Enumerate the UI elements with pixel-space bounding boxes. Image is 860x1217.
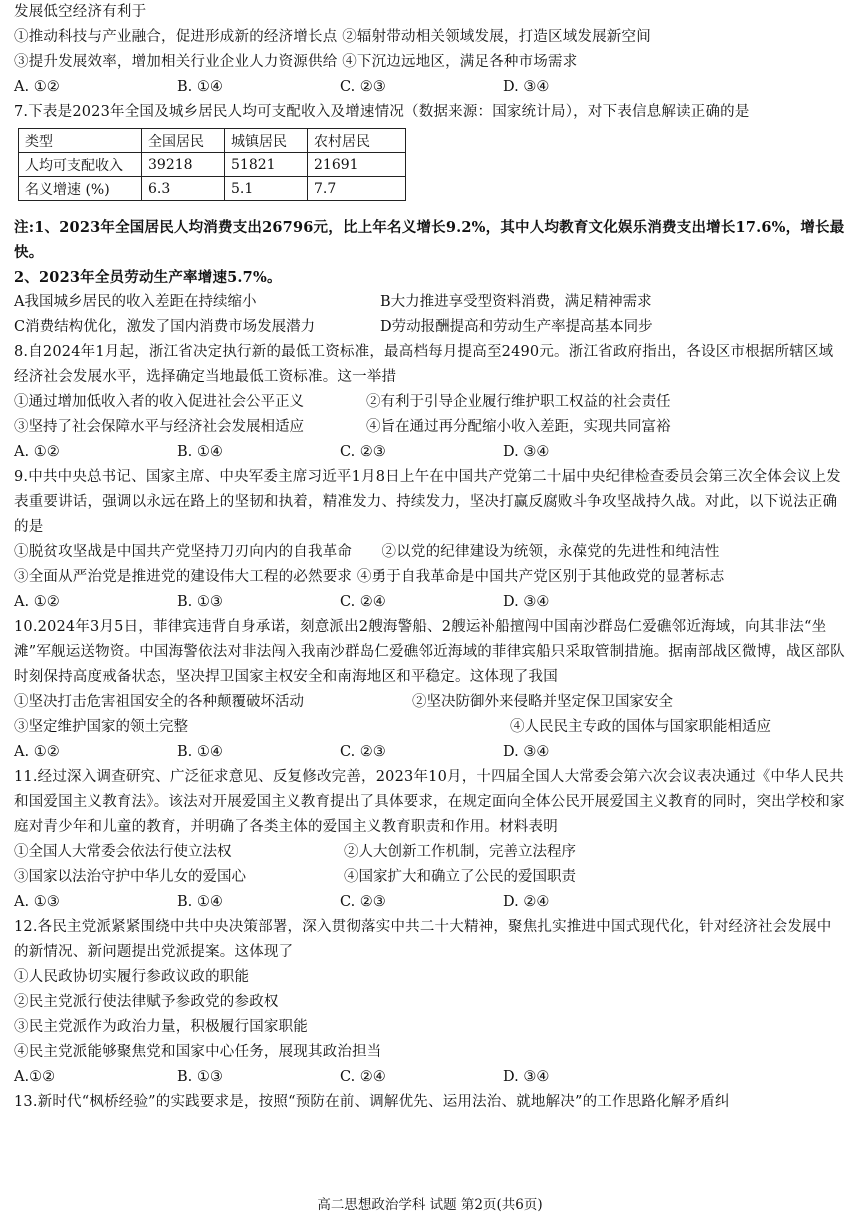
q10-option-a: A. ①② xyxy=(14,744,60,760)
q12-statement-4: ④民主党派能够聚焦党和国家中心任务，展现其政治担当 xyxy=(14,1044,382,1060)
q10-statements-1-2 xyxy=(14,690,846,715)
page-footer: 高二思想政治学科 试题 第2页(共6页) xyxy=(317,1197,543,1213)
q12-options xyxy=(14,1065,846,1090)
q8-option-d: D. ③④ xyxy=(503,444,550,460)
q10-statement-3: ③坚定维护国家的领土完整 xyxy=(14,719,188,735)
q12-option-a: A.①② xyxy=(14,1069,56,1085)
q11-statement-4: ④国家扩大和确立了公民的爱国职责 xyxy=(344,869,576,885)
q6-statement-3-4: ③提升发展效率，增加相关行业企业人力资源供给 ④下沉边远地区，满足各种市场需求 xyxy=(14,54,578,70)
q8-stem: 8.自2024年1月起，浙江省决定执行新的最低工资标准，最高档每月提高至2490元。浙江省政府指出，各设区市根据所辖区域经济社会发展水平，选择确定当地最低工资标准。这一举措 xyxy=(14,344,834,385)
table-row xyxy=(19,153,406,177)
q8-option-a: A. ①② xyxy=(14,444,60,460)
q8-statements-1-2 xyxy=(14,390,846,415)
q9-stem: 9.中共中央总书记、国家主席、中央军委主席习近平1月8日上午在中国共产党第二十届中央纪律检查委员会第三次全体会议上发表重要讲话，强调以永远在路上的坚韧和执着，精准发力、持续发力，坚决打赢反腐败斗争攻坚战持久战。对此，以下说法正确的是 xyxy=(14,469,841,535)
q8-option-b: B. ①④ xyxy=(177,444,223,460)
q8-options xyxy=(14,440,846,465)
q7-note-2: 2、2023年全员劳动生产率增速5.7%。 xyxy=(14,269,282,286)
table-cell: 39218 xyxy=(142,153,225,177)
table-cell: 21691 xyxy=(308,153,406,177)
q11-stem: 11.经过深入调查研究、广泛征求意见、反复修改完善，2023年10月，十四届全国人大常委会第六次会议表决通过《中华人民共和国爱国主义教育法》。该法对开展爱国主义教育提出了具体要求，在规定面向全体公民开展爱国主义教育的同时，突出学校和家庭对青少年和儿童的教育，并明确了各类主体的爱国主义教育职责和作用。材料表明 xyxy=(14,769,845,835)
q9-statements-3-4: ③全面从严治党是推进党的建设伟大工程的必然要求 ④勇于自我革命是中国共产党区别于其他政党的显著标志 xyxy=(14,569,725,585)
table-header-cell: 农村居民 xyxy=(308,129,406,153)
table-cell: 7.7 xyxy=(308,177,406,201)
q9-option-c: C. ②④ xyxy=(340,594,386,610)
q10-stem: 10.2024年3月5日，菲律宾违背自身承诺，刻意派出2艘海警船、2艘运补船擅闯中国南沙群岛仁爱礁邻近海域，向其非法“坐滩”军舰运送物资。中国海警依法对非法闯入我南沙群岛仁爱礁邻近海域的菲律宾船只采取管制措施。据南部战区微博，战区部队时刻保持高度戒备状态，坚决捍卫国家主权安全和南海地区和平稳定。这体现了我国 xyxy=(14,619,845,685)
table-cell: 人均可支配收入 xyxy=(19,153,142,177)
q10-statement-4: ④人民民主专政的国体与国家职能相适应 xyxy=(510,719,771,735)
q12-stem: 12.各民主党派紧紧围绕中共中央决策部署，深入贯彻落实中共二十大精神，聚焦扎实推进中国式现代化，针对经济社会发展中的新情况、新问题提出党派提案。这体现了 xyxy=(14,919,832,960)
q7-income-table xyxy=(18,128,406,201)
q8-option-c: C. ②③ xyxy=(340,444,386,460)
q11-options xyxy=(14,890,846,915)
q10-option-d: D. ③④ xyxy=(503,744,550,760)
table-cell: 名义增速 (%) xyxy=(19,177,142,201)
q7-options-ab xyxy=(14,290,846,315)
q6-statement-1-2: ①推动科技与产业融合，促进形成新的经济增长点 ②辐射带动相关领域发展，打造区域发展新空间 xyxy=(14,29,651,45)
q9-option-d: D. ③④ xyxy=(503,594,550,610)
q7-option-c: C消费结构优化，激发了国内消费市场发展潜力 xyxy=(14,319,316,335)
q9-option-a: A. ①② xyxy=(14,594,60,610)
table-header-cell: 类型 xyxy=(19,129,142,153)
table-header-cell: 城镇居民 xyxy=(225,129,308,153)
q8-statements-3-4 xyxy=(14,415,846,440)
q6-options xyxy=(14,75,846,100)
q8-statement-4: ④旨在通过再分配缩小收入差距，实现共同富裕 xyxy=(366,419,671,435)
q10-option-c: C. ②③ xyxy=(340,744,386,760)
q8-statement-1: ①通过增加低收入者的收入促进社会公平正义 xyxy=(14,394,304,410)
q7-option-d: D劳动报酬提高和劳动生产率提高基本同步 xyxy=(380,319,653,335)
q11-statement-1: ①全国人大常委会依法行使立法权 xyxy=(14,844,232,860)
q7-option-a: A我国城乡居民的收入差距在持续缩小 xyxy=(14,294,257,310)
table-header-row xyxy=(19,129,406,153)
q12-option-d: D. ③④ xyxy=(503,1069,550,1085)
q6-option-c: C. ②③ xyxy=(340,79,386,95)
q11-statement-2: ②人大创新工作机制，完善立法程序 xyxy=(344,844,576,860)
table-cell: 5.1 xyxy=(225,177,308,201)
q10-statement-2: ②坚决防御外来侵略并坚定保卫国家安全 xyxy=(412,694,673,710)
q7-note-1: 注:1、2023年全国居民人均消费支出26796元，比上年名义增长9.2%，其中人均教育文化娱乐消费支出增长17.6%，增长最快。 xyxy=(14,219,845,261)
q12-option-b: B. ①③ xyxy=(177,1069,223,1085)
q12-statement-1: ①人民政协切实履行参政议政的职能 xyxy=(14,969,250,985)
q12-statement-2: ②民主党派行使法律赋予参政党的参政权 xyxy=(14,994,279,1010)
q11-option-c: C. ②③ xyxy=(340,894,386,910)
q10-statements-3-4 xyxy=(14,715,846,740)
q9-options xyxy=(14,590,846,615)
q6-option-a: A. ①② xyxy=(14,79,60,95)
q11-statement-3: ③国家以法治守护中华儿女的爱国心 xyxy=(14,869,246,885)
q12-statement-3: ③民主党派作为政治力量，积极履行国家职能 xyxy=(14,1019,308,1035)
q13-stem: 13.新时代“枫桥经验”的实践要求是，按照“预防在前、调解优先、运用法治、就地解决”的工作思路化解矛盾纠 xyxy=(14,1094,730,1110)
table-cell: 6.3 xyxy=(142,177,225,201)
q11-statements-1-2 xyxy=(14,840,846,865)
q12-option-c: C. ②④ xyxy=(340,1069,386,1085)
q11-option-a: A. ①③ xyxy=(14,894,60,910)
q7-options-cd xyxy=(14,315,846,340)
q10-option-b: B. ①④ xyxy=(177,744,223,760)
table-cell: 51821 xyxy=(225,153,308,177)
q10-statement-1: ①坚决打击危害祖国安全的各种颠覆破坏活动 xyxy=(14,694,304,710)
q10-options xyxy=(14,740,846,765)
table-row xyxy=(19,177,406,201)
q7-option-b: B大力推进享受型资料消费，满足精神需求 xyxy=(380,294,652,310)
q6-option-b: B. ①④ xyxy=(177,79,223,95)
q9-option-b: B. ①③ xyxy=(177,594,223,610)
q6-stem-line: 发展低空经济有利于 xyxy=(14,4,147,20)
q8-statement-2: ②有利于引导企业履行维护职工权益的社会责任 xyxy=(366,394,671,410)
q11-option-b: B. ①④ xyxy=(177,894,223,910)
q9-statements-1-2: ①脱贫攻坚战是中国共产党坚持刀刃向内的自我革命 ②以党的纪律建设为统领，永葆党的先进性和纯洁性 xyxy=(14,544,720,560)
q11-statements-3-4 xyxy=(14,865,846,890)
q8-statement-3: ③坚持了社会保障水平与经济社会发展相适应 xyxy=(14,419,304,435)
q7-stem: 7.下表是2023年全国及城乡居民人均可支配收入及增速情况（数据来源：国家统计局），对下表信息解读正确的是 xyxy=(14,104,750,120)
q11-option-d: D. ②④ xyxy=(503,894,550,910)
table-header-cell: 全国居民 xyxy=(142,129,225,153)
q6-option-d: D. ③④ xyxy=(503,79,550,95)
